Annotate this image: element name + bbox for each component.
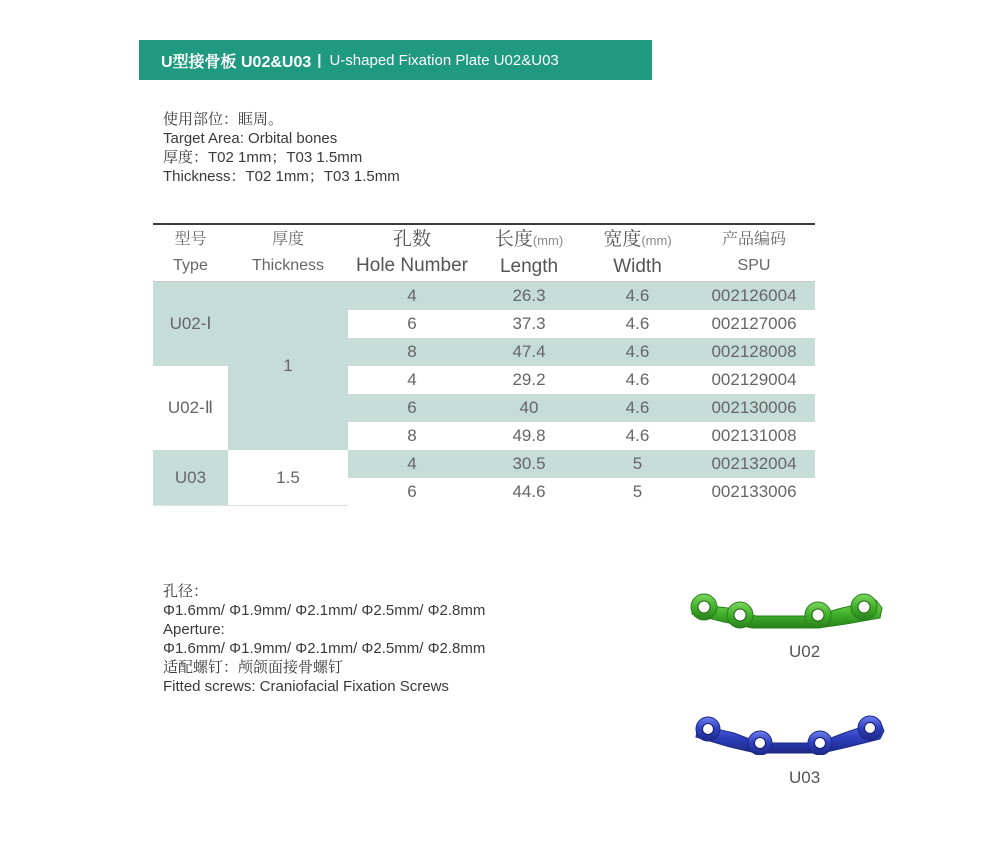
fitted-screws-zh: 适配螺钉：颅颌面接骨螺钉 — [163, 659, 344, 676]
title-zh: U型接骨板 U02&U03 — [161, 53, 312, 71]
table-row: 6 40 4.6 002130006 — [348, 394, 815, 422]
header-hole-number: 孔数 Hole Number — [356, 229, 468, 276]
u02-plate-image — [688, 590, 884, 632]
thickness-cell: 1.5 — [276, 468, 300, 487]
table-top-rule — [153, 223, 815, 225]
u02-label: U02 — [789, 642, 821, 661]
target-area-zh: 使用部位：眶周。 — [163, 111, 284, 128]
header-type: 型号 Type — [173, 231, 208, 274]
aperture-values: Φ1.6mm/ Φ1.9mm/ Φ2.1mm/ Φ2.5mm/ Φ2.8mm — [163, 602, 486, 619]
table-bottom-rule — [153, 505, 348, 506]
aperture-zh: 孔径： — [163, 583, 209, 600]
spec-table — [153, 223, 815, 513]
header-thickness: 厚度 Thickness — [251, 231, 325, 274]
title-en: U-shaped Fixation Plate U02&U03 — [329, 51, 559, 69]
aperture-en: Aperture: — [163, 621, 225, 638]
thickness-en: Thickness：T02 1mm；T03 1.5mm — [163, 168, 400, 185]
table-row: 8 49.8 4.6 002131008 — [407, 426, 797, 445]
header-width: 宽度(mm) Width — [603, 229, 672, 277]
aperture-values: Φ1.6mm/ Φ1.9mm/ Φ2.1mm/ Φ2.5mm/ Φ2.8mm — [163, 640, 486, 657]
thickness-cell: 1 — [228, 282, 348, 450]
header-spu: 产品编码 SPU — [721, 231, 786, 274]
fitted-screws-en: Fitted screws: Craniofacial Fixation Screws — [163, 678, 449, 695]
table-row: 4 29.2 4.6 002129004 — [407, 370, 797, 389]
target-area-en: Target Area: Orbital bones — [163, 130, 338, 147]
table-row: 4 26.3 4.6 002126004 — [348, 282, 815, 310]
table-row: 8 47.4 4.6 002128008 — [348, 338, 815, 366]
table-row: 4 30.5 5 002132004 — [348, 450, 815, 478]
u03-label: U03 — [789, 768, 821, 787]
title-separator: | — [317, 51, 322, 69]
thickness-zh: 厚度：T02 1mm；T03 1.5mm — [163, 149, 363, 166]
header-length: 长度(mm) Length — [494, 229, 564, 277]
title-banner — [139, 40, 652, 80]
specs-text — [163, 582, 485, 696]
u03-plate-image — [694, 713, 886, 755]
table-row: 6 44.6 5 002133006 — [407, 482, 797, 501]
table-row: 6 37.3 4.6 002127006 — [407, 314, 797, 333]
type-cell: U03 — [153, 450, 228, 506]
type-cell: U02-Ⅰ — [153, 282, 228, 366]
intro-text — [163, 110, 400, 186]
type-cell: U02-Ⅱ — [167, 398, 214, 417]
